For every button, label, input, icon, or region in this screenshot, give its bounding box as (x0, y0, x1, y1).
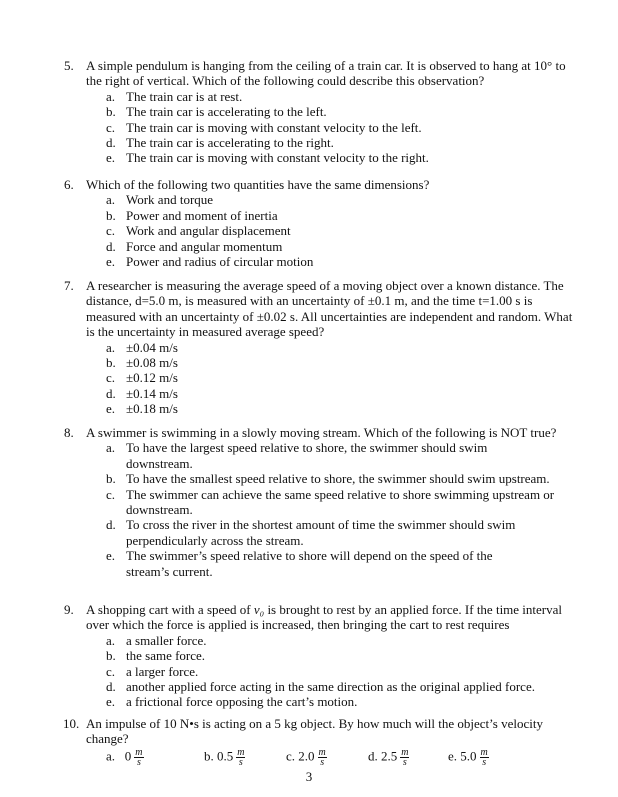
question-number: 6. (64, 177, 74, 192)
choice-b: b. the same force. (106, 648, 206, 664)
unit-fraction: $\frac{m}{s}$ (318, 747, 326, 768)
question-stem: An impulse of 10 N•s is acting on a 5 kg object. By how much will the object’s velocity change? (86, 716, 543, 747)
question-9 (64, 602, 576, 710)
choice-a: a. ±0.04 m/s (106, 339, 178, 355)
page-number: 3 (305, 769, 313, 784)
choice-b: b. 0.5 $\frac{m}{s}$ (204, 747, 245, 768)
question-7 (64, 278, 576, 417)
choice-b: b. ±0.08 m/s (106, 355, 178, 371)
choice-c: c. ±0.12 m/s (106, 370, 178, 386)
choice-d: d. 2.5 $\frac{m}{s}$ (368, 747, 409, 768)
choice-e: e. a frictional force opposing the cart’s motion. (106, 694, 358, 710)
choice-b: b. To have the smallest speed relative to shore, the swimmer should swim upstream. (106, 471, 550, 487)
initial-speed-symbol: v₀ (253, 602, 265, 617)
choice-e: e. ±0.18 m/s (106, 401, 178, 417)
choice-a: a. Work and torque (106, 192, 214, 208)
question-stem: A shopping cart with a speed of v₀ is brought to rest by an applied force. If the time interval over which the force is applied is increased, then bringing the cart to rest requires (86, 602, 563, 633)
unit-fraction: $\frac{m}{s}$ (480, 747, 488, 768)
choice-list (106, 192, 576, 269)
choice-b: b. Power and moment of inertia (106, 207, 278, 223)
choice-a: a. a smaller force. (106, 632, 207, 648)
choice-c: c. The train car is moving with constant velocity to the left. (106, 119, 422, 135)
choice-e: e. Power and radius of circular motion (106, 254, 314, 270)
choice-a: a. To have the largest speed relative to shore, the swimmer should swim downstream. (106, 440, 488, 471)
question-number: 10. (63, 716, 80, 731)
choice-list (106, 633, 576, 710)
choice-c: c. a larger force. (106, 663, 199, 679)
choice-e: e. The train car is moving with constant velocity to the right. (106, 150, 429, 166)
choice-a: a. 0 $\frac{m}{s}$ (106, 747, 143, 768)
question-number: 7. (64, 278, 74, 293)
choice-b: b. The train car is accelerating to the left. (106, 104, 327, 120)
choice-a: a. The train car is at rest. (106, 88, 243, 104)
choice-list (106, 89, 576, 166)
choice-e: e. The swimmer’s speed relative to shore will depend on the speed of the stream’s current. (106, 548, 493, 579)
choice-d: d. another applied force acting in the same direction as the original applied force. (106, 679, 535, 695)
question-number: 8. (64, 425, 74, 440)
question-number: 5. (64, 58, 74, 73)
choice-d: d. To cross the river in the shortest amount of time the swimmer should swim perpendicularly across the stream. (106, 517, 516, 548)
choice-list (106, 340, 576, 417)
choice-c: c. The swimmer can achieve the same speed relative to shore swimming upstream or downstream. (106, 486, 555, 518)
question-stem: A simple pendulum is hanging from the ceiling of a train car. It is observed to hang at 10° to the right of vertical. Which of the following could describe this observation? (86, 58, 566, 89)
choice-c: c. 2.0 $\frac{m}{s}$ (286, 747, 326, 768)
question-10 (63, 716, 576, 768)
choice-list (106, 440, 556, 579)
choice-e: e. 5.0 $\frac{m}{s}$ (448, 747, 488, 768)
choice-d: d. The train car is accelerating to the right. (106, 135, 334, 151)
unit-fraction: $\frac{m}{s}$ (401, 747, 409, 768)
question-6 (64, 177, 576, 269)
unit-fraction: $\frac{m}{s}$ (237, 747, 245, 768)
question-stem: A researcher is measuring the average speed of a moving object over a known distance. The distance, d=5.0 m, is measured with an uncertainty of ±0.1 m, and the time t=1.00 s is measured with an uncertainty of ±0.02 s. All uncertainties are independent and random. What is the uncertainty in measured average speed? (86, 278, 573, 340)
question-5 (64, 58, 576, 166)
question-stem: Which of the following two quantities have the same dimensions? (86, 177, 430, 192)
choice-c: c. Work and angular displacement (106, 223, 291, 239)
choice-d: d. ±0.14 m/s (106, 385, 178, 401)
question-stem: A swimmer is swimming in a slowly moving stream. Which of the following is NOT true? (86, 425, 557, 440)
question-number: 9. (64, 602, 74, 617)
choice-d: d. Force and angular momentum (106, 238, 283, 254)
question-8 (64, 425, 576, 579)
unit-fraction: $\frac{m}{s}$ (135, 747, 143, 768)
